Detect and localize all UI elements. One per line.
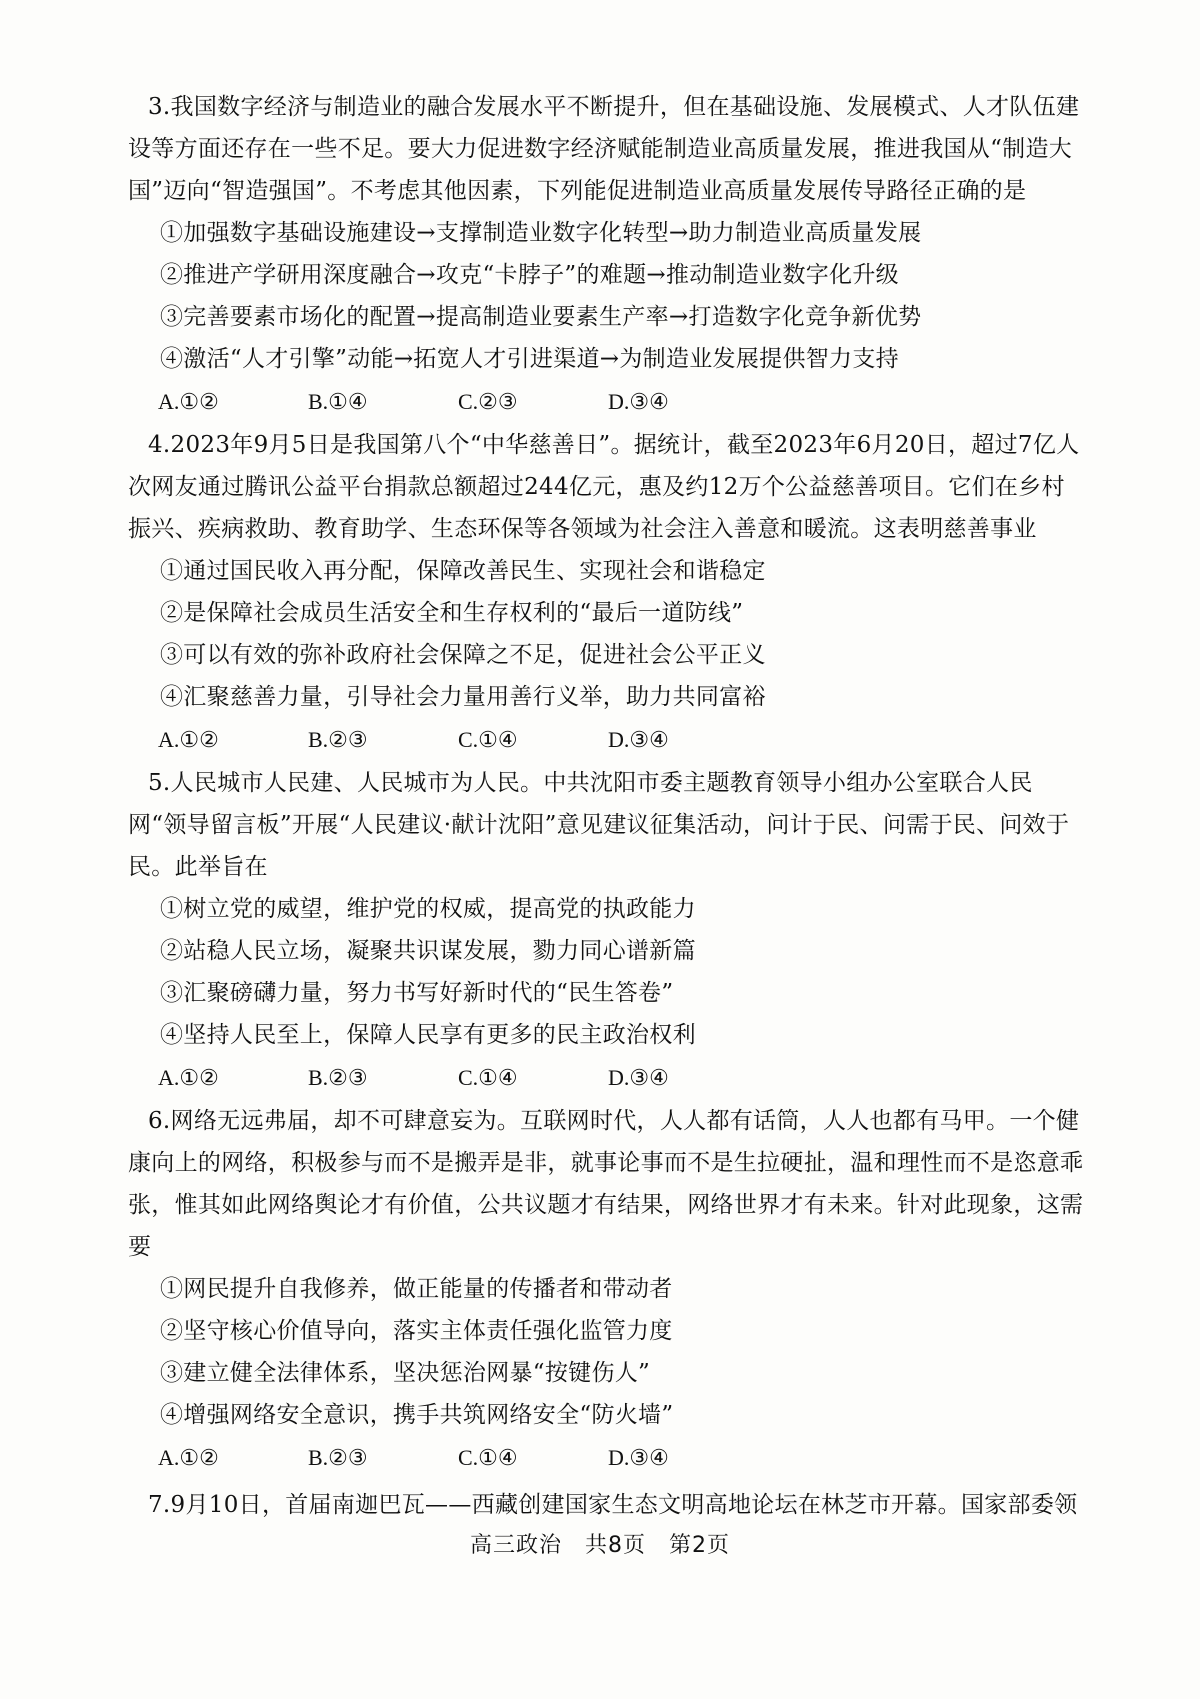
statement-2: ②推进产学研用深度融合→攻克“卡脖子”的难题→推动制造业数字化升级: [160, 262, 899, 288]
choice-c: C.①④: [458, 1065, 518, 1090]
choice-c: C.①④: [458, 727, 518, 752]
choice-a: A.①②: [158, 727, 219, 752]
statement-2: ②坚守核心价值导向，落实主体责任强化监管力度: [160, 1318, 673, 1344]
answer-choices: [128, 380, 1088, 424]
choice-a: A.①②: [158, 1065, 219, 1090]
statement-2: ②站稳人民立场，凝聚共识谋发展，勠力同心谱新篇: [160, 938, 696, 964]
choice-d: D.③④: [608, 389, 669, 414]
statement-3: ③建立健全法律体系，坚决惩治网暴“按键伤人”: [160, 1360, 651, 1386]
answer-choices: [128, 718, 1088, 762]
question-5: [128, 762, 1088, 1100]
choice-b: B.①④: [308, 389, 368, 414]
answer-choices: [128, 1436, 1088, 1480]
choice-b: B.②③: [308, 1445, 368, 1470]
answer-choices: [128, 1056, 1088, 1100]
choice-c: C.①④: [458, 1445, 518, 1470]
choice-d: D.③④: [608, 1445, 669, 1470]
question-stem: 7.9月10日，首届南迦巴瓦——西藏创建国家生态文明高地论坛在林芝市开幕。国家部委领: [148, 1492, 1078, 1518]
choice-d: D.③④: [608, 1065, 669, 1090]
statement-1: ①树立党的威望，维护党的权威，提高党的执政能力: [160, 896, 696, 922]
page-footer: 高三政治 共8页 第2页: [470, 1533, 730, 1558]
statement-1: ①通过国民收入再分配，保障改善民生、实现社会和谐稳定: [160, 558, 766, 584]
choice-b: B.②③: [308, 727, 368, 752]
statement-3: ③完善要素市场化的配置→提高制造业要素生产率→打造数字化竞争新优势: [160, 304, 922, 330]
question-stem: 3.我国数字经济与制造业的融合发展水平不断提升，但在基础设施、发展模式、人才队伍建设等方面还存在一些不足。要大力促进数字经济赋能制造业高质量发展，推进我国从“制造大国”迈向“智造强国”。不考虑其他因素，下列能促进制造业高质量发展传导路径正确的是: [128, 94, 1080, 204]
statement-1: ①加强数字基础设施建设→支撑制造业数字化转型→助力制造业高质量发展: [160, 220, 922, 246]
statement-3: ③可以有效的弥补政府社会保障之不足，促进社会公平正义: [160, 642, 766, 668]
statement-3: ③汇聚磅礴力量，努力书写好新时代的“民生答卷”: [160, 980, 674, 1006]
statement-4: ④激活“人才引擎”动能→拓宽人才引进渠道→为制造业发展提供智力支持: [160, 346, 899, 372]
statement-4: ④坚持人民至上，保障人民享有更多的民主政治权利: [160, 1022, 696, 1048]
statement-4: ④汇聚慈善力量，引导社会力量用善行义举，助力共同富裕: [160, 684, 766, 710]
question-7: [128, 1484, 1088, 1526]
statement-4: ④增强网络安全意识，携手共筑网络安全“防火墙”: [160, 1402, 674, 1428]
question-4: [128, 424, 1088, 762]
choice-b: B.②③: [308, 1065, 368, 1090]
question-3: [128, 86, 1088, 424]
choice-a: A.①②: [158, 1445, 219, 1470]
question-stem: 4.2023年9月5日是我国第八个“中华慈善日”。据统计，截至2023年6月20日，超过7亿人次网友通过腾讯公益平台捐款总额超过244亿元，惠及约12万个公益慈善项目。它们在乡村振兴、疾病救助、教育助学、生态环保等各领域为社会注入善意和暖流。这表明慈善事业: [128, 432, 1080, 542]
questions-container: [128, 86, 1088, 1480]
question-stem: 6.网络无远弗届，却不可肆意妄为。互联网时代，人人都有话筒，人人也都有马甲。一个健康向上的网络，积极参与而不是搬弄是非，就事论事而不是生拉硬扯，温和理性而不是恣意乖张，惟其如此网络舆论才有价值，公共议题才有结果，网络世界才有未来。针对此现象，这需要: [128, 1108, 1084, 1260]
statement-2: ②是保障社会成员生活安全和生存权利的“最后一道防线”: [160, 600, 744, 626]
question-6: [128, 1100, 1088, 1480]
statement-1: ①网民提升自我修养，做正能量的传播者和带动者: [160, 1276, 673, 1302]
question-stem: 5.人民城市人民建、人民城市为人民。中共沈阳市委主题教育领导小组办公室联合人民网“领导留言板”开展“人民建议·献计沈阳”意见建议征集活动，问计于民、问需于民、问效于民。此举旨在: [128, 770, 1070, 880]
choice-c: C.②③: [458, 389, 518, 414]
choice-a: A.①②: [158, 389, 219, 414]
choice-d: D.③④: [608, 727, 669, 752]
